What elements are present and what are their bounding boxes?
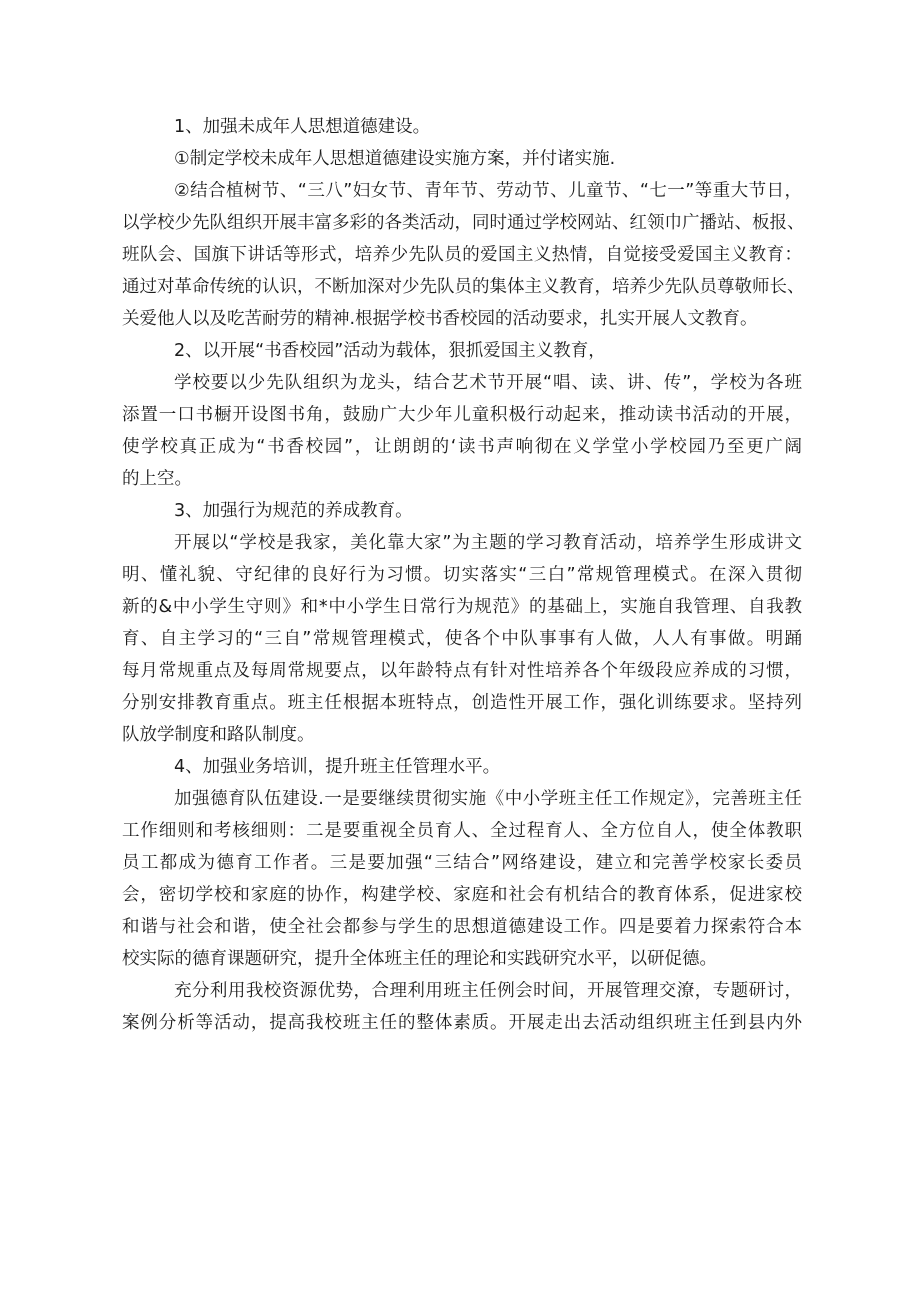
paragraph-line: 明、懂礼貌、守纪律的良好行为习惯。切实落实“三白”常规管理模式。在深入贯彻 (122, 565, 802, 585)
paragraph-line: 开展以“学校是我家，美化靠大家”为主题的学习教育活动，培养学生形成讲文 (174, 533, 802, 553)
paragraph-line: 充分利用我校资源优势，合理利用班主任例会时间，开展管理交潦，专题研讨， (174, 981, 802, 1001)
paragraph-line: 案例分析等活动，提高我校班主任的整体素质。开展走出去活动组织班主任到县内外 (122, 1013, 802, 1033)
section-heading: 2、以开展“书香校园”活动为载体，狠抓爱国主义教育， (174, 341, 606, 361)
paragraph-line: 育、自主学习的“三自”常规管理模式，使各个中队事事有人做，人人有事做。明踊 (122, 629, 802, 649)
paragraph-line: 和谐与社会和谐，使全社会都参与学生的思想道德建设工作。四是要着力探索符合本 (122, 917, 802, 937)
paragraph-line: 会，密切学校和家庭的协作，构建学校、家庭和社会有机结合的教育体系，促进家校 (122, 885, 802, 905)
paragraph-line: 队放学制度和路队制度。 (122, 725, 315, 745)
list-item: ①制定学校未成年人思想道德建设实施方案，并付诸实施. (174, 149, 616, 169)
paragraph-line: 通过对革命传统的认识，不断加深对少先队员的集体主义教育，培养少先队员尊敬师长、 (122, 277, 805, 297)
paragraph-line: 使学校真正成为“书香校园”，让朗朗的‘读书声响彻在义学堂小学校园乃至更广阔 (122, 437, 802, 457)
section-heading: 3、加强行为规范的养成教育。 (174, 501, 413, 521)
paragraph-line: 关爱他人以及吃苦耐劳的精神.根据学校书香校园的活动要求，扎实开展人文教育。 (122, 309, 758, 329)
paragraph-line: 每月常规重点及每周常规要点，以年龄特点有针对性培养各个年级段应养成的习惯， (122, 661, 802, 681)
paragraph-line: 员工都成为德育工作者。三是要加强“三结合”网络建设，建立和完善学校家长委员 (122, 853, 802, 873)
paragraph-line: 分别安排教育重点。班主任根据本班特点，创造性开展工作，强化训练要求。坚持列 (122, 693, 802, 713)
paragraph-line: 新的&中小学生守则》和*中小学生日常行为规范》的基础上，实施自我管理、自我教 (122, 597, 802, 617)
paragraph-line: 工作细则和考核细则：二是要重视全员育人、全过程育人、全方位自人，使全体教职 (122, 821, 802, 841)
paragraph-line: 加强德育队伍建设.一是要继续贯彻实施《中小学班主任工作规定》，完善班主任 (174, 789, 802, 809)
paragraph-line: 以学校少先队组织开展丰富多彩的各类活动，同时通过学校网站、红领巾广播站、板报、 (122, 213, 805, 233)
paragraph-line: 班队会、国旗下讲话等形式，培养少先队员的爱国主义热情，自觉接受爱国主义教育： (122, 245, 802, 265)
paragraph-line: 的上空。 (122, 469, 192, 489)
paragraph-line: ②结合植树节、“三八”妇女节、青年节、劳动节、儿童节、“七一”等重大节日， (174, 181, 802, 201)
paragraph-line: 添置一口书橱开设图书角，鼓励广大少年儿童积极行动起来，推动读书活动的开展， (122, 405, 802, 425)
section-heading: 1、加强未成年人思想道德建设。 (174, 117, 431, 137)
paragraph-line: 学校要以少先队组织为龙头，结合艺术节开展“唱、读、讲、传”，学校为各班 (174, 373, 802, 393)
paragraph-line: 校实际的德育课题研究，提升全体班主任的理论和实践研究水平，以研促德。 (122, 949, 717, 969)
document-body (122, 111, 805, 1039)
section-heading: 4、加强业务培训，提升班主任管理水平。 (174, 757, 501, 777)
